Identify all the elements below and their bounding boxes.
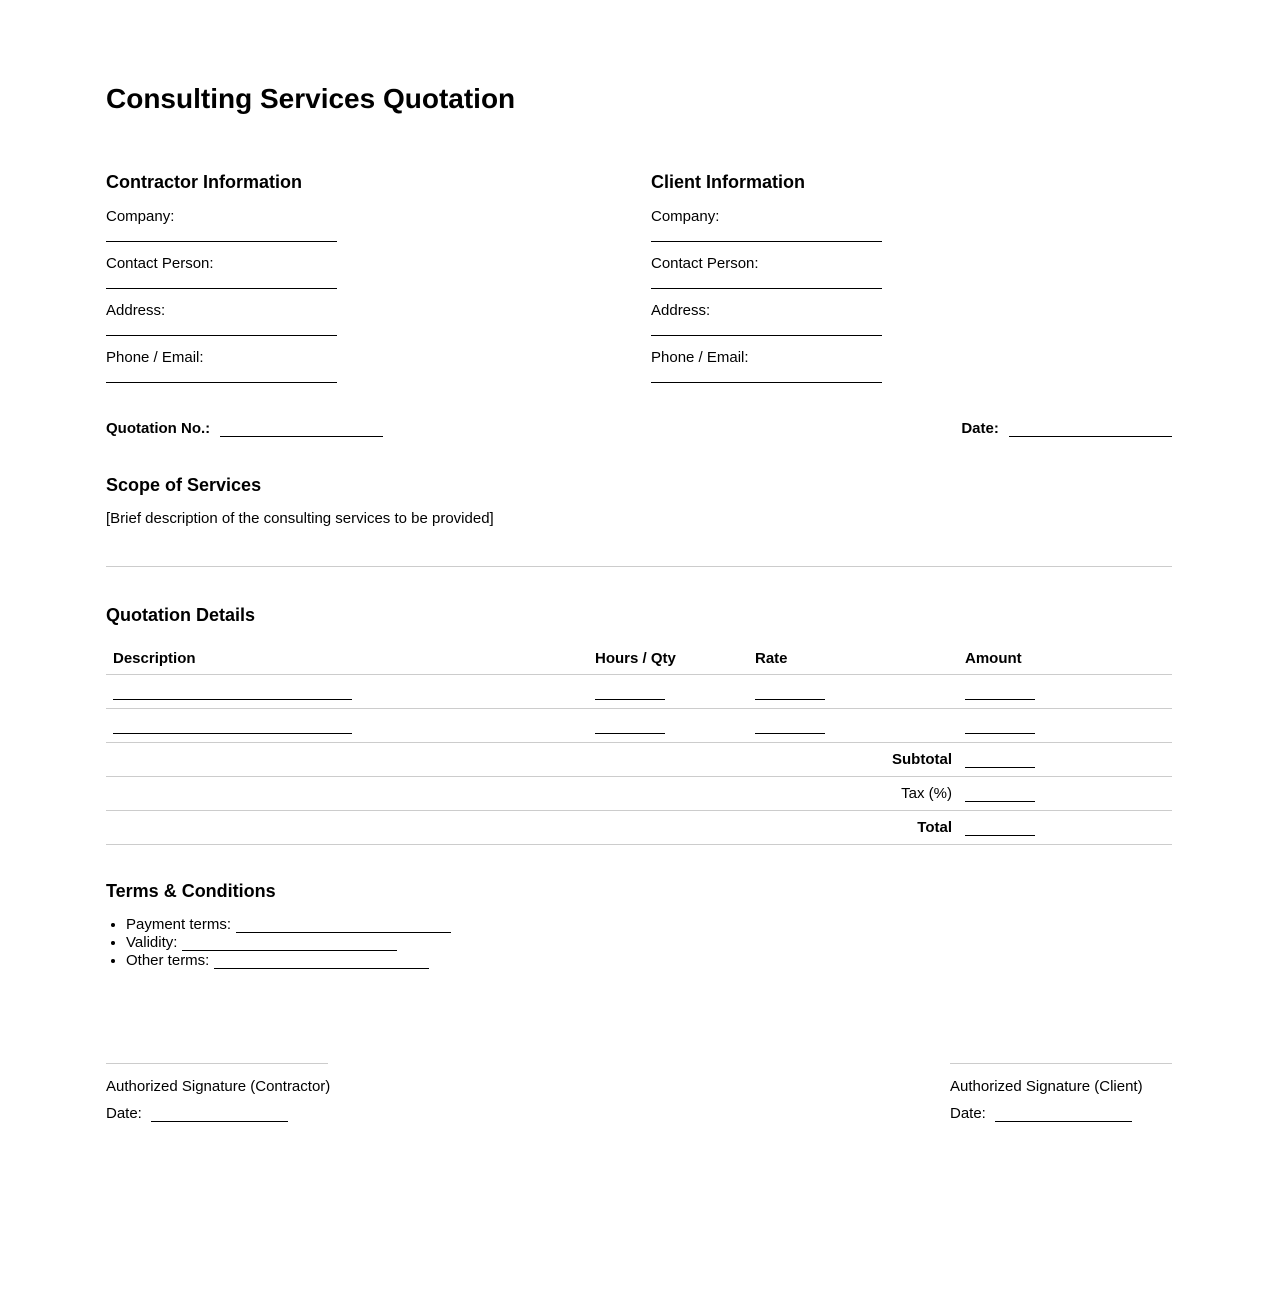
terms-item-validity bbox=[126, 934, 1172, 952]
client-info-fields bbox=[651, 208, 1172, 383]
client-signature-block bbox=[950, 1063, 1172, 1123]
scope-description-placeholder: [Brief description of the consulting services to be provided] bbox=[106, 510, 494, 527]
subtotal-row bbox=[106, 743, 1172, 777]
field-underline bbox=[651, 288, 882, 289]
subtotal-amount-cell bbox=[958, 751, 1172, 769]
subtotal-blank bbox=[965, 754, 1035, 768]
column-header-rate: Rate bbox=[755, 650, 788, 667]
quotation-no-blank bbox=[220, 423, 383, 437]
terms-list bbox=[106, 916, 1172, 970]
tax-blank bbox=[965, 788, 1035, 802]
signature-line bbox=[950, 1063, 1172, 1064]
page-title: Consulting Services Quotation bbox=[106, 83, 516, 114]
field-label: Address: bbox=[106, 302, 166, 319]
total-row bbox=[106, 811, 1172, 845]
contractor-signature-date bbox=[106, 1105, 328, 1123]
terms-item-payment bbox=[126, 916, 1172, 934]
description-cell bbox=[106, 717, 588, 742]
client-phone-email-field bbox=[651, 349, 1172, 383]
rate-cell bbox=[748, 717, 958, 742]
client-address-field bbox=[651, 302, 1172, 336]
field-underline bbox=[106, 288, 337, 289]
signatures-row bbox=[106, 1063, 1172, 1123]
terms-heading: Terms & Conditions bbox=[106, 881, 276, 901]
field-underline bbox=[651, 335, 882, 336]
field-label: Phone / Email: bbox=[651, 349, 749, 366]
table-header-row bbox=[106, 650, 1172, 675]
date-label: Date: bbox=[950, 1105, 986, 1122]
amount-blank bbox=[965, 720, 1035, 734]
contractor-phone-email-field bbox=[106, 349, 651, 383]
amount-blank bbox=[965, 686, 1035, 700]
client-date-blank bbox=[995, 1108, 1132, 1122]
payment-terms-blank bbox=[236, 919, 451, 933]
contractor-info-fields bbox=[106, 208, 651, 383]
amount-cell bbox=[958, 683, 1172, 708]
client-info-section bbox=[651, 171, 1172, 396]
validity-blank bbox=[182, 937, 397, 951]
date-label: Date: bbox=[106, 1105, 142, 1122]
rate-blank bbox=[755, 686, 825, 700]
signature-line bbox=[106, 1063, 328, 1064]
tax-row bbox=[106, 777, 1172, 811]
description-blank bbox=[113, 720, 352, 734]
field-underline bbox=[106, 241, 337, 242]
table-row bbox=[106, 675, 1172, 709]
tax-label: Tax (%) bbox=[901, 784, 952, 802]
meta-row bbox=[106, 420, 1172, 438]
field-label: Contact Person: bbox=[651, 255, 759, 272]
terms-item-other bbox=[126, 952, 1172, 970]
quotation-no-field bbox=[106, 420, 383, 438]
quotation-no-label: Quotation No.: bbox=[106, 420, 211, 437]
other-terms-blank bbox=[214, 955, 429, 969]
scope-of-services-section bbox=[106, 474, 1172, 528]
amount-cell bbox=[958, 717, 1172, 742]
terms-item-label: Payment terms: bbox=[126, 916, 232, 933]
rate-cell bbox=[748, 683, 958, 708]
column-header-amount: Amount bbox=[965, 650, 1022, 667]
date-blank bbox=[1009, 423, 1172, 437]
contractor-contact-person-field bbox=[106, 255, 651, 289]
scope-heading: Scope of Services bbox=[106, 475, 262, 495]
field-underline bbox=[651, 382, 882, 383]
terms-conditions-section bbox=[106, 880, 1172, 970]
contractor-signature-label: Authorized Signature (Contractor) bbox=[106, 1078, 331, 1095]
description-cell bbox=[106, 683, 588, 708]
field-underline bbox=[651, 241, 882, 242]
contractor-address-field bbox=[106, 302, 651, 336]
contractor-company-field bbox=[106, 208, 651, 242]
contractor-info-heading: Contractor Information bbox=[106, 172, 302, 192]
terms-item-label: Other terms: bbox=[126, 952, 210, 969]
client-signature-label: Authorized Signature (Client) bbox=[950, 1078, 1143, 1095]
field-label: Company: bbox=[651, 208, 720, 225]
total-blank bbox=[965, 822, 1035, 836]
quotation-details-heading: Quotation Details bbox=[106, 605, 256, 625]
info-columns bbox=[106, 171, 1172, 396]
contractor-info-section bbox=[106, 171, 651, 396]
client-contact-person-field bbox=[651, 255, 1172, 289]
hours-qty-cell bbox=[588, 683, 748, 708]
total-label: Total bbox=[917, 818, 952, 836]
field-label: Address: bbox=[651, 302, 711, 319]
field-underline bbox=[106, 382, 337, 383]
date-field bbox=[961, 420, 1172, 438]
subtotal-label: Subtotal bbox=[892, 750, 952, 768]
client-company-field bbox=[651, 208, 1172, 242]
client-info-heading: Client Information bbox=[651, 172, 805, 192]
hours-qty-blank bbox=[595, 720, 665, 734]
date-label: Date: bbox=[961, 420, 999, 437]
quotation-details-table bbox=[106, 650, 1172, 845]
section-divider bbox=[106, 566, 1172, 567]
client-signature-date bbox=[950, 1105, 1172, 1123]
field-label: Company: bbox=[106, 208, 175, 225]
tax-amount-cell bbox=[958, 785, 1172, 803]
field-underline bbox=[106, 335, 337, 336]
quotation-details-section bbox=[106, 604, 1172, 845]
rate-blank bbox=[755, 720, 825, 734]
contractor-date-blank bbox=[151, 1108, 288, 1122]
hours-qty-blank bbox=[595, 686, 665, 700]
field-label: Contact Person: bbox=[106, 255, 214, 272]
field-label: Phone / Email: bbox=[106, 349, 204, 366]
contractor-signature-block bbox=[106, 1063, 331, 1123]
total-amount-cell bbox=[958, 819, 1172, 837]
column-header-description: Description bbox=[113, 650, 196, 667]
terms-item-label: Validity: bbox=[126, 934, 178, 951]
hours-qty-cell bbox=[588, 717, 748, 742]
table-row bbox=[106, 709, 1172, 743]
description-blank bbox=[113, 686, 352, 700]
column-header-hours-qty: Hours / Qty bbox=[595, 650, 676, 667]
